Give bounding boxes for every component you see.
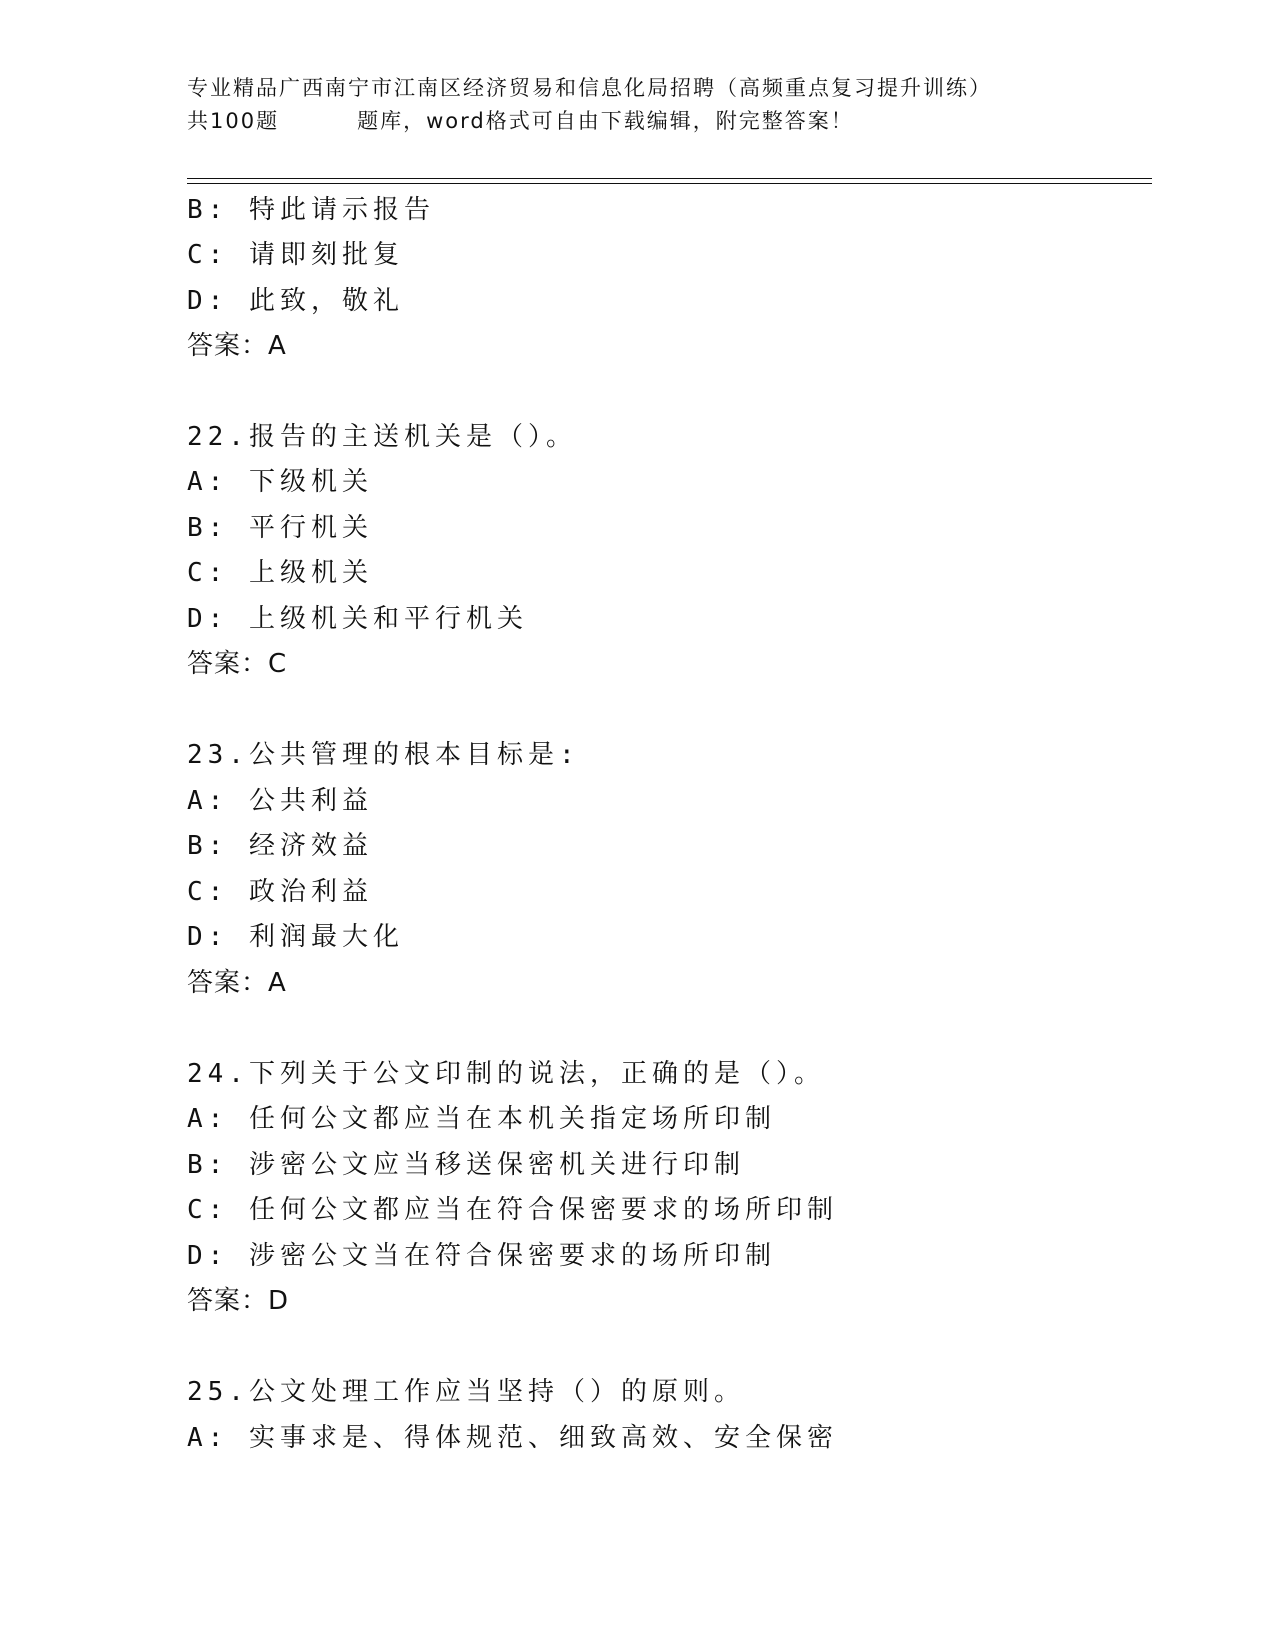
q23-question: 23.公共管理的根本目标是: <box>187 740 580 770</box>
q22-option-b: B: 平行机关 <box>187 513 373 543</box>
q21-option-d: D: 此致，敬礼 <box>187 286 404 316</box>
header-divider-top <box>187 178 1152 179</box>
q21-option-b: B: 特此请示报告 <box>187 195 435 225</box>
q25-option-a: A: 实事求是、得体规范、细致高效、安全保密 <box>187 1423 838 1453</box>
q23-answer: 答案：A <box>187 968 287 998</box>
q22-option-d: D: 上级机关和平行机关 <box>187 604 528 634</box>
q24-answer: 答案：D <box>187 1286 290 1316</box>
q22-option-a: A: 下级机关 <box>187 467 373 497</box>
q21-answer: 答案：A <box>187 331 287 361</box>
q23-option-d: D: 利润最大化 <box>187 922 404 952</box>
header-divider-bottom <box>187 183 1152 184</box>
q22-question: 22.报告的主送机关是（）。 <box>187 422 577 452</box>
q23-option-c: C: 政治利益 <box>187 877 373 907</box>
question-count: 共100题 <box>187 109 280 133</box>
q22-option-c: C: 上级机关 <box>187 558 373 588</box>
q24-question: 24.下列关于公文印制的说法，正确的是（）。 <box>187 1059 825 1089</box>
header-title: 专业精品广西南宁市江南区经济贸易和信息化局招聘（高频重点复习提升训练） <box>187 76 992 100</box>
q24-option-b: B: 涉密公文应当移送保密机关进行印制 <box>187 1150 745 1180</box>
document-header <box>187 72 1107 138</box>
q22-answer: 答案：C <box>187 649 288 679</box>
q24-option-d: D: 涉密公文当在符合保密要求的场所印制 <box>187 1241 776 1271</box>
q24-option-c: C: 任何公文都应当在符合保密要求的场所印制 <box>187 1195 838 1225</box>
q24-option-a: A: 任何公文都应当在本机关指定场所印制 <box>187 1104 776 1134</box>
header-subtitle <box>187 105 1107 138</box>
q23-option-b: B: 经济效益 <box>187 831 373 861</box>
header-description: 题库，word格式可自由下载编辑，附完整答案！ <box>357 109 854 133</box>
q25-question: 25.公文处理工作应当坚持（）的原则。 <box>187 1377 745 1407</box>
q23-option-a: A: 公共利益 <box>187 786 373 816</box>
q21-option-c: C: 请即刻批复 <box>187 240 404 270</box>
